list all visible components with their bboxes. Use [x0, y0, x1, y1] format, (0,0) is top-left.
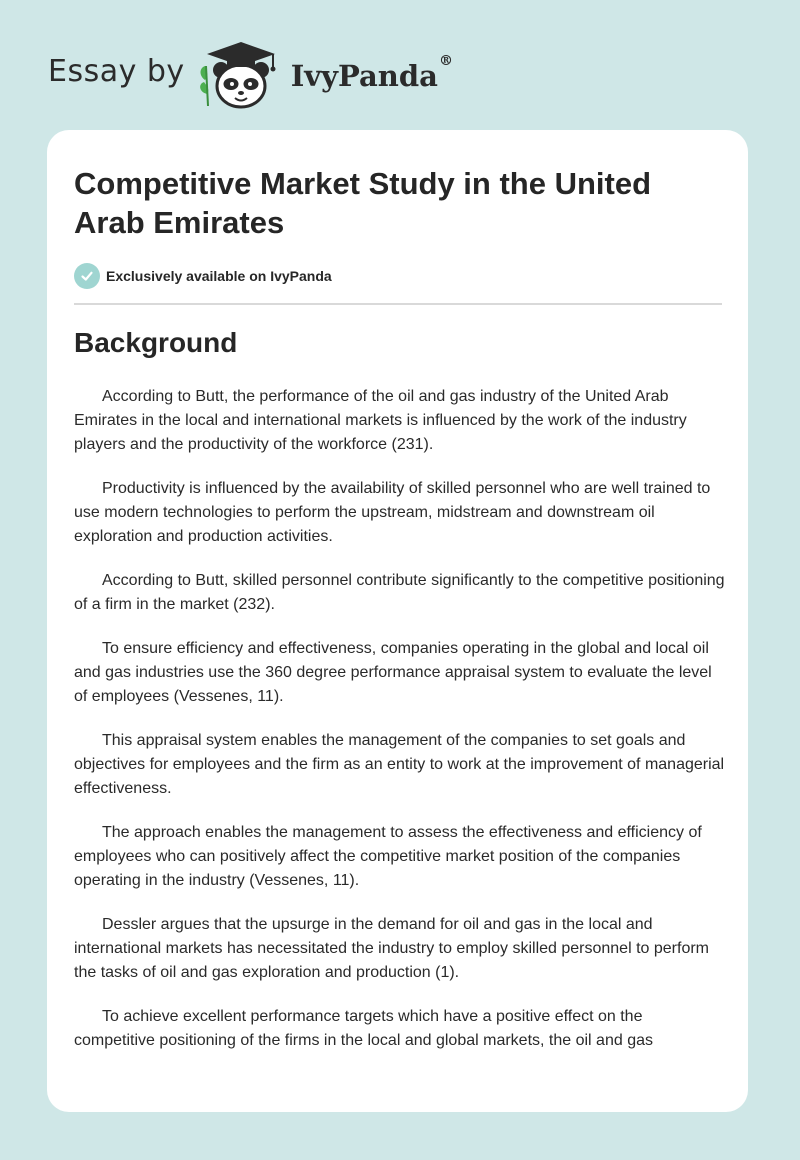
exclusive-badge [74, 263, 332, 289]
paragraph: Productivity is influenced by the availability of skilled personnel who are well trained to use modern technologies to perform the upstream, midstream and downstream oil exploration and production activities. [74, 480, 711, 545]
paragraph: According to Butt, skilled personnel contribute significantly to the competitive positioning of a firm in the market (232). [74, 572, 725, 613]
paragraph: Dessler argues that the upsurge in the demand for oil and gas in the local and international markets has necessitated the industry to employ skilled personnel to perform the tasks of oil and gas exploration and production (1). [74, 916, 709, 981]
brand-header [48, 34, 453, 114]
paragraph: According to Butt, the performance of the oil and gas industry of the United Arab Emirates in the local and international markets is influenced by the work of the industry players and the productivity of the workforce (231). [74, 388, 687, 453]
paragraph: The approach enables the management to assess the effectiveness and efficiency of employees who can positively affect the competitive market position of the companies operating in the industry (Vessenes, 11). [74, 824, 702, 889]
essay-by-label: Essay by [48, 53, 185, 89]
brand-name: IvyPanda [290, 59, 438, 93]
divider [74, 303, 722, 305]
paragraph: To achieve excellent performance targets which have a positive effect on the competitive positioning of the firms in the local and global markets, the oil and gas [74, 1008, 653, 1049]
essay-title: Competitive Market Study in the United Arab Emirates [74, 166, 652, 240]
section-heading: Background [74, 327, 238, 358]
essay-body [74, 385, 726, 1073]
paragraph: This appraisal system enables the management of the companies to set goals and objectives for employees and the firm as an entity to work at the improvement of managerial effectiveness. [74, 732, 725, 797]
essay-card [47, 130, 748, 1112]
exclusive-label: Exclusively available on IvyPanda [106, 268, 332, 284]
paragraph: To ensure efficiency and effectiveness, companies operating in the global and local oil and gas industries use the 360 degree performance appraisal system to evaluate the level of employees (Vessenes, 11). [74, 640, 712, 705]
ivypanda-wordmark [290, 53, 453, 93]
panda-mascot-icon [195, 36, 287, 112]
registered-mark: ® [438, 53, 453, 69]
checkmark-icon [74, 263, 100, 289]
